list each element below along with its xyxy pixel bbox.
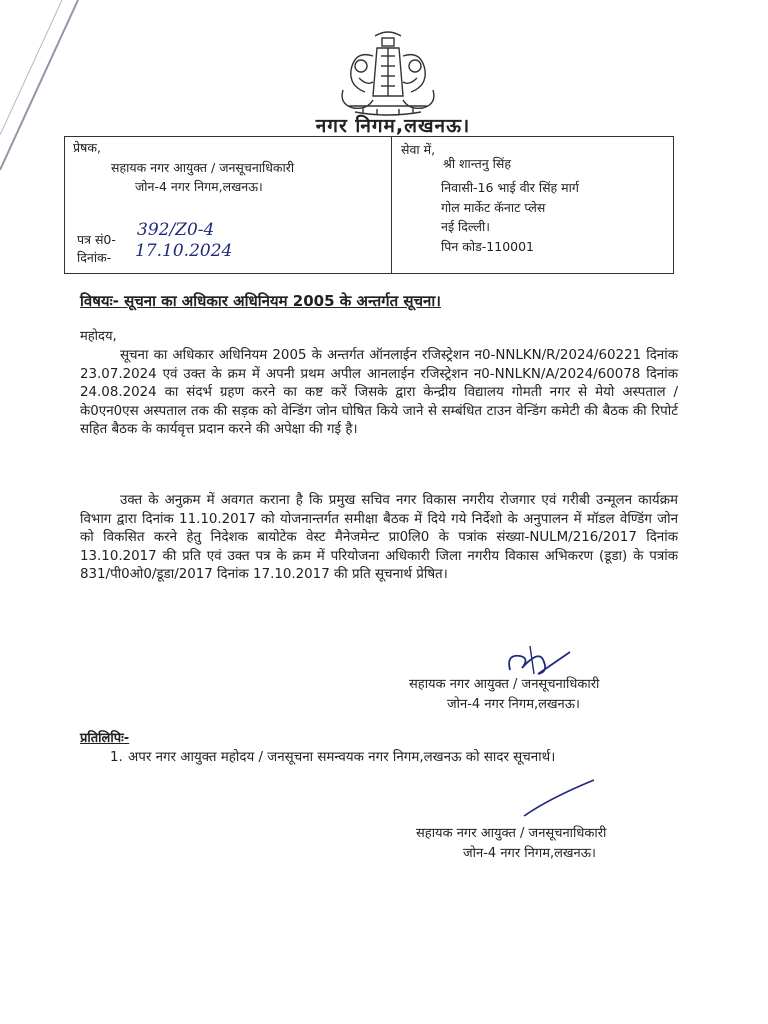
date-label: दिनांक- xyxy=(77,250,112,265)
recipient-address-line2: गोल मार्केट कॅनाट प्लेस xyxy=(441,200,546,215)
recipient-address-line1: निवासी-16 भाई वीर सिंह मार्ग xyxy=(441,180,579,195)
address-box-divider xyxy=(391,137,392,273)
address-box xyxy=(64,136,674,274)
date-value: 17.10.2024 xyxy=(135,241,233,261)
signature-2 xyxy=(520,776,600,820)
body-paragraph-1: सूचना का अधिकार अधिनियम 2005 के अन्तर्गत ऑनलाईन रजिस्ट्रेशन न0-NNLKN/R/2024/60221 दिनांक 23.07.2024 एवं उक्त के क्रम में अपनी प्रथम अपील आनलाईन रजिस्ट्रेशन न0-NNLKN/A/2024/60078 दिनांक 24.08.2024 का संदर्भ ग्रहण करने का कष्ट करें जिसके द्वारा केन्द्रीय विद्यालय गोमती नगर से मेयो अस्पताल / के0एन0एस अस्पताल तक की सड़क को वेन्डिंग जोन घोषित किये जाने से सम्बंधित टाउन वेन्डिंग कमेटी की बैठक की रिपोर्ट सहित बैठक के कार्यवृत्त प्रदान करने की अपेक्षा की गई है। xyxy=(80,348,678,437)
recipient-address-line3: नई दिल्ली। xyxy=(441,219,491,234)
signatory-designation-2: सहायक नगर आयुक्त / जनसूचनाधिकारी xyxy=(416,826,607,841)
subject-line: विषयः- सूचना का अधिकार अधिनियम 2005 के अन्तर्गत सूचना। xyxy=(80,292,441,310)
letter-no-value: 392/Z0-4 xyxy=(137,220,215,240)
sender-designation: सहायक नगर आयुक्त / जनसूचनाधिकारी xyxy=(111,160,295,175)
recipient-pin: पिन कोड-110001 xyxy=(441,239,535,254)
organization-name: नगर निगम,लखनऊ। xyxy=(315,115,471,137)
copy-to-item-text: अपर नगर आयुक्त महोदय / जनसूचना समन्वयक नगर निगम,लखनऊ को सादर सूचनार्थ। xyxy=(128,750,556,765)
copy-to-heading: प्रतिलिपिः- xyxy=(80,731,130,746)
signatory-office: जोन-4 नगर निगम,लखनऊ। xyxy=(447,697,580,712)
nagar-nigam-emblem xyxy=(337,26,439,118)
signatory-designation: सहायक नगर आयुक्त / जनसूचनाधिकारी xyxy=(409,677,600,692)
sender-label: प्रेषक, xyxy=(73,140,101,155)
body-paragraph-2: उक्त के अनुक्रम में अवगत कराना है कि प्रमुख सचिव नगर विकास नगरीय रोजगार एवं गरीबी उन्मूलन कार्यक्रम विभाग द्वारा दिनांक 11.10.2017 को योजनान्तर्गत समीक्षा बैठक में दिये गये निर्देशो के अनुपालन में मॉडल वेण्डिंग जोन को विकसित करने हेतु निदेशक बायोटेक वेस्ट मैनेजमेन्ट प्रा0लि0 के पत्रांक संख्या-NULM/216/2017 दिनांक 13.10.2017 की प्रति एवं उक्त पत्र के क्रम में परियोजना अधिकारी जिला नगरीय विकास अभिकरण (डूडा) के पत्रांक 831/पी0ओ0/डूडा/2017 दिनांक 17.10.2017 की प्रति सूचनार्थ प्रेषित। xyxy=(80,493,678,582)
salutation: महोदय, xyxy=(80,329,117,344)
sender-office: जोन-4 नगर निगम,लखनऊ। xyxy=(135,179,263,194)
copy-to-item xyxy=(110,748,678,767)
letter-no-label: पत्र सं0- xyxy=(77,232,116,247)
recipient-name: श्री शान्तनु सिंह xyxy=(443,156,512,171)
copy-to-item-number: 1. xyxy=(110,750,123,765)
recipient-label: सेवा में, xyxy=(401,142,436,157)
signatory-office-2: जोन-4 नगर निगम,लखनऊ। xyxy=(463,846,596,861)
